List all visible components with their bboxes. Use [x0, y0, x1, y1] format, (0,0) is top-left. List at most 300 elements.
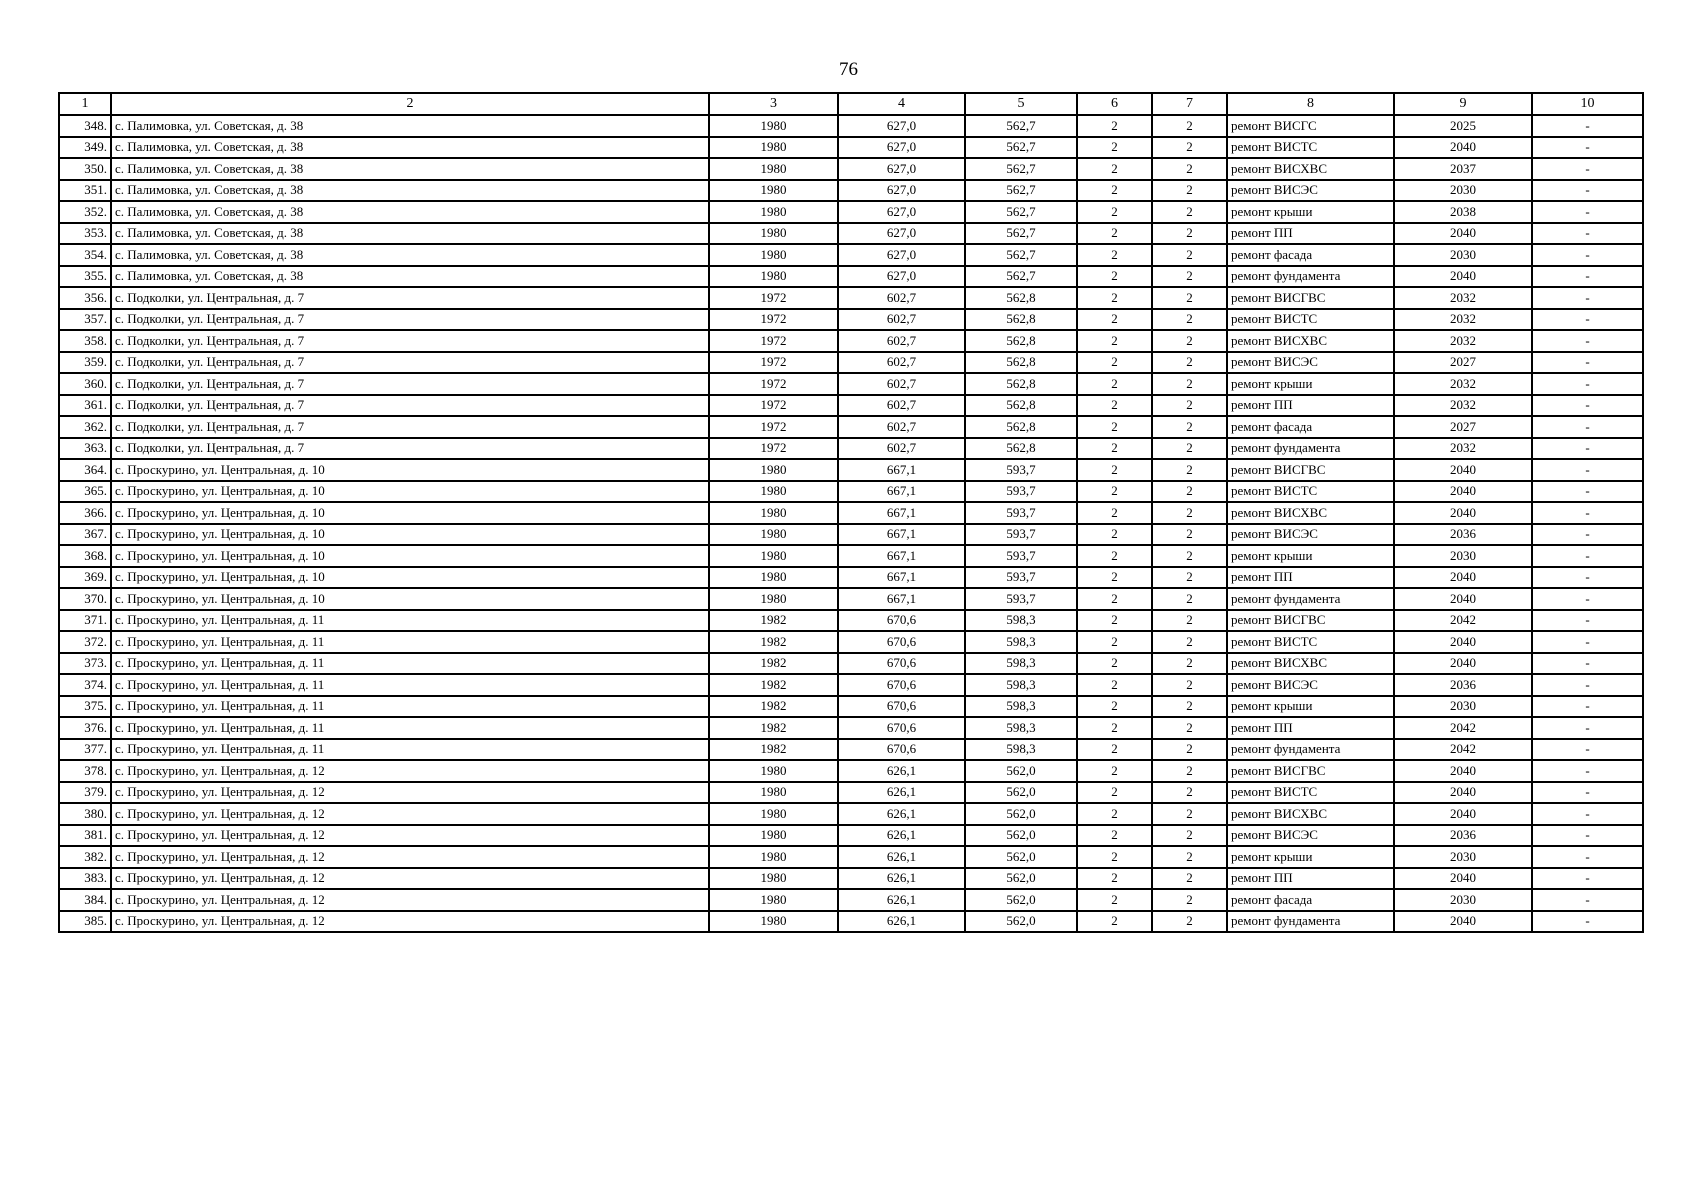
- page-number: 76: [839, 59, 858, 80]
- table-row: [59, 825, 1643, 847]
- address-cell: с. Палимовка, ул. Советская, д. 38: [111, 115, 709, 137]
- address-cell: с. Проскурино, ул. Центральная, д. 10: [111, 588, 709, 610]
- total-area-cell: 602,7: [838, 395, 965, 417]
- planned-year-cell: 2030: [1394, 846, 1532, 868]
- floors-cell: 2: [1077, 889, 1152, 911]
- work-type-cell: ремонт ВИСТС: [1227, 782, 1394, 804]
- address-cell: с. Проскурино, ул. Центральная, д. 10: [111, 459, 709, 481]
- table-row: [59, 438, 1643, 460]
- row-number: 376.: [59, 717, 111, 739]
- table-row: [59, 395, 1643, 417]
- work-type-cell: ремонт фасада: [1227, 416, 1394, 438]
- table-row: [59, 717, 1643, 739]
- table-row: [59, 502, 1643, 524]
- planned-year-cell: 2040: [1394, 502, 1532, 524]
- column-header: 7: [1152, 93, 1227, 115]
- note-cell: -: [1532, 373, 1643, 395]
- note-cell: -: [1532, 287, 1643, 309]
- planned-year-cell: 2032: [1394, 330, 1532, 352]
- address-cell: с. Проскурино, ул. Центральная, д. 11: [111, 739, 709, 761]
- column-header: 5: [965, 93, 1077, 115]
- floors-cell: 2: [1077, 481, 1152, 503]
- work-type-cell: ремонт ВИСХВС: [1227, 158, 1394, 180]
- planned-year-cell: 2032: [1394, 309, 1532, 331]
- column-header: 9: [1394, 93, 1532, 115]
- address-cell: с. Проскурино, ул. Центральная, д. 10: [111, 502, 709, 524]
- year-cell: 1972: [709, 330, 838, 352]
- total-area-cell: 627,0: [838, 158, 965, 180]
- note-cell: -: [1532, 803, 1643, 825]
- planned-year-cell: 2032: [1394, 438, 1532, 460]
- work-type-cell: ремонт ВИСГВС: [1227, 287, 1394, 309]
- floors-cell: 2: [1077, 803, 1152, 825]
- address-cell: с. Палимовка, ул. Советская, д. 38: [111, 201, 709, 223]
- floors-cell: 2: [1077, 201, 1152, 223]
- entrances-cell: 2: [1152, 674, 1227, 696]
- note-cell: -: [1532, 395, 1643, 417]
- row-number: 352.: [59, 201, 111, 223]
- entrances-cell: 2: [1152, 631, 1227, 653]
- note-cell: -: [1532, 588, 1643, 610]
- living-area-cell: 598,3: [965, 739, 1077, 761]
- total-area-cell: 626,1: [838, 846, 965, 868]
- floors-cell: 2: [1077, 309, 1152, 331]
- row-number: 353.: [59, 223, 111, 245]
- year-cell: 1980: [709, 266, 838, 288]
- total-area-cell: 627,0: [838, 115, 965, 137]
- planned-year-cell: 2040: [1394, 481, 1532, 503]
- total-area-cell: 602,7: [838, 416, 965, 438]
- work-type-cell: ремонт ВИСТС: [1227, 481, 1394, 503]
- entrances-cell: 2: [1152, 911, 1227, 933]
- address-cell: с. Проскурино, ул. Центральная, д. 11: [111, 653, 709, 675]
- table-row: [59, 201, 1643, 223]
- living-area-cell: 562,8: [965, 438, 1077, 460]
- floors-cell: 2: [1077, 287, 1152, 309]
- living-area-cell: 593,7: [965, 567, 1077, 589]
- row-number: 371.: [59, 610, 111, 632]
- note-cell: -: [1532, 330, 1643, 352]
- entrances-cell: 2: [1152, 438, 1227, 460]
- note-cell: -: [1532, 524, 1643, 546]
- living-area-cell: 562,7: [965, 201, 1077, 223]
- planned-year-cell: 2042: [1394, 739, 1532, 761]
- living-area-cell: 562,7: [965, 266, 1077, 288]
- address-cell: с. Подколки, ул. Центральная, д. 7: [111, 395, 709, 417]
- column-header: 2: [111, 93, 709, 115]
- table-row: [59, 567, 1643, 589]
- floors-cell: 2: [1077, 223, 1152, 245]
- living-area-cell: 562,7: [965, 115, 1077, 137]
- total-area-cell: 667,1: [838, 545, 965, 567]
- work-type-cell: ремонт ВИСГВС: [1227, 610, 1394, 632]
- note-cell: -: [1532, 696, 1643, 718]
- floors-cell: 2: [1077, 674, 1152, 696]
- planned-year-cell: 2042: [1394, 717, 1532, 739]
- floors-cell: 2: [1077, 567, 1152, 589]
- living-area-cell: 562,8: [965, 416, 1077, 438]
- living-area-cell: 593,7: [965, 588, 1077, 610]
- year-cell: 1972: [709, 287, 838, 309]
- total-area-cell: 627,0: [838, 201, 965, 223]
- living-area-cell: 562,8: [965, 330, 1077, 352]
- entrances-cell: 2: [1152, 416, 1227, 438]
- note-cell: -: [1532, 158, 1643, 180]
- address-cell: с. Проскурино, ул. Центральная, д. 10: [111, 545, 709, 567]
- entrances-cell: 2: [1152, 244, 1227, 266]
- floors-cell: 2: [1077, 868, 1152, 890]
- planned-year-cell: 2040: [1394, 868, 1532, 890]
- planned-year-cell: 2040: [1394, 137, 1532, 159]
- work-type-cell: ремонт ВИСГВС: [1227, 760, 1394, 782]
- floors-cell: 2: [1077, 825, 1152, 847]
- floors-cell: 2: [1077, 610, 1152, 632]
- entrances-cell: 2: [1152, 610, 1227, 632]
- total-area-cell: 626,1: [838, 803, 965, 825]
- living-area-cell: 593,7: [965, 502, 1077, 524]
- table-row: [59, 180, 1643, 202]
- table-row: [59, 588, 1643, 610]
- year-cell: 1980: [709, 825, 838, 847]
- row-number: 349.: [59, 137, 111, 159]
- note-cell: -: [1532, 459, 1643, 481]
- address-cell: с. Подколки, ул. Центральная, д. 7: [111, 352, 709, 374]
- table-row: [59, 631, 1643, 653]
- total-area-cell: 667,1: [838, 502, 965, 524]
- note-cell: -: [1532, 825, 1643, 847]
- year-cell: 1980: [709, 158, 838, 180]
- year-cell: 1980: [709, 137, 838, 159]
- entrances-cell: 2: [1152, 868, 1227, 890]
- floors-cell: 2: [1077, 653, 1152, 675]
- living-area-cell: 598,3: [965, 631, 1077, 653]
- note-cell: -: [1532, 631, 1643, 653]
- living-area-cell: 562,8: [965, 352, 1077, 374]
- row-number: 354.: [59, 244, 111, 266]
- floors-cell: 2: [1077, 115, 1152, 137]
- entrances-cell: 2: [1152, 653, 1227, 675]
- address-cell: с. Проскурино, ул. Центральная, д. 10: [111, 567, 709, 589]
- address-cell: с. Проскурино, ул. Центральная, д. 11: [111, 674, 709, 696]
- living-area-cell: 598,3: [965, 717, 1077, 739]
- note-cell: -: [1532, 545, 1643, 567]
- living-area-cell: 562,7: [965, 158, 1077, 180]
- entrances-cell: 2: [1152, 266, 1227, 288]
- work-type-cell: ремонт ВИСГВС: [1227, 459, 1394, 481]
- total-area-cell: 667,1: [838, 567, 965, 589]
- year-cell: 1982: [709, 739, 838, 761]
- total-area-cell: 602,7: [838, 373, 965, 395]
- planned-year-cell: 2030: [1394, 180, 1532, 202]
- planned-year-cell: 2036: [1394, 674, 1532, 696]
- row-number: 348.: [59, 115, 111, 137]
- row-number: 364.: [59, 459, 111, 481]
- table-row: [59, 610, 1643, 632]
- table-row: [59, 223, 1643, 245]
- living-area-cell: 593,7: [965, 481, 1077, 503]
- planned-year-cell: 2032: [1394, 373, 1532, 395]
- address-cell: с. Подколки, ул. Центральная, д. 7: [111, 373, 709, 395]
- planned-year-cell: 2040: [1394, 631, 1532, 653]
- row-number: 381.: [59, 825, 111, 847]
- note-cell: -: [1532, 653, 1643, 675]
- planned-year-cell: 2025: [1394, 115, 1532, 137]
- year-cell: 1972: [709, 352, 838, 374]
- year-cell: 1982: [709, 631, 838, 653]
- total-area-cell: 670,6: [838, 717, 965, 739]
- planned-year-cell: 2040: [1394, 588, 1532, 610]
- row-number: 375.: [59, 696, 111, 718]
- total-area-cell: 627,0: [838, 180, 965, 202]
- work-type-cell: ремонт крыши: [1227, 545, 1394, 567]
- address-cell: с. Палимовка, ул. Советская, д. 38: [111, 266, 709, 288]
- note-cell: -: [1532, 502, 1643, 524]
- entrances-cell: 2: [1152, 115, 1227, 137]
- address-cell: с. Проскурино, ул. Центральная, д. 12: [111, 803, 709, 825]
- table-row: [59, 309, 1643, 331]
- address-cell: с. Проскурино, ул. Центральная, д. 12: [111, 911, 709, 933]
- living-area-cell: 593,7: [965, 524, 1077, 546]
- row-number: 373.: [59, 653, 111, 675]
- year-cell: 1972: [709, 309, 838, 331]
- total-area-cell: 602,7: [838, 438, 965, 460]
- year-cell: 1980: [709, 782, 838, 804]
- living-area-cell: 598,3: [965, 674, 1077, 696]
- address-cell: с. Подколки, ул. Центральная, д. 7: [111, 309, 709, 331]
- total-area-cell: 626,1: [838, 889, 965, 911]
- planned-year-cell: 2040: [1394, 782, 1532, 804]
- work-type-cell: ремонт ВИСЭС: [1227, 825, 1394, 847]
- table-row: [59, 739, 1643, 761]
- work-type-cell: ремонт ПП: [1227, 567, 1394, 589]
- work-type-cell: ремонт ПП: [1227, 868, 1394, 890]
- table-body: [59, 115, 1643, 932]
- work-type-cell: ремонт крыши: [1227, 373, 1394, 395]
- work-type-cell: ремонт ВИСХВС: [1227, 330, 1394, 352]
- year-cell: 1980: [709, 180, 838, 202]
- table-row: [59, 868, 1643, 890]
- planned-year-cell: 2032: [1394, 287, 1532, 309]
- total-area-cell: 670,6: [838, 739, 965, 761]
- entrances-cell: 2: [1152, 352, 1227, 374]
- year-cell: 1982: [709, 717, 838, 739]
- note-cell: -: [1532, 610, 1643, 632]
- planned-year-cell: 2040: [1394, 911, 1532, 933]
- entrances-cell: 2: [1152, 502, 1227, 524]
- row-number: 350.: [59, 158, 111, 180]
- living-area-cell: 562,0: [965, 825, 1077, 847]
- row-number: 365.: [59, 481, 111, 503]
- year-cell: 1982: [709, 674, 838, 696]
- year-cell: 1982: [709, 696, 838, 718]
- living-area-cell: 593,7: [965, 459, 1077, 481]
- address-cell: с. Палимовка, ул. Советская, д. 38: [111, 180, 709, 202]
- floors-cell: 2: [1077, 545, 1152, 567]
- planned-year-cell: 2037: [1394, 158, 1532, 180]
- table-row: [59, 287, 1643, 309]
- table-row: [59, 137, 1643, 159]
- note-cell: -: [1532, 180, 1643, 202]
- row-number: 361.: [59, 395, 111, 417]
- capital-repair-table: [58, 92, 1644, 933]
- note-cell: -: [1532, 911, 1643, 933]
- floors-cell: 2: [1077, 180, 1152, 202]
- floors-cell: 2: [1077, 631, 1152, 653]
- address-cell: с. Проскурино, ул. Центральная, д. 10: [111, 481, 709, 503]
- note-cell: -: [1532, 223, 1643, 245]
- total-area-cell: 667,1: [838, 459, 965, 481]
- total-area-cell: 602,7: [838, 309, 965, 331]
- floors-cell: 2: [1077, 717, 1152, 739]
- note-cell: -: [1532, 137, 1643, 159]
- living-area-cell: 562,0: [965, 889, 1077, 911]
- row-number: 363.: [59, 438, 111, 460]
- note-cell: -: [1532, 717, 1643, 739]
- entrances-cell: 2: [1152, 782, 1227, 804]
- floors-cell: 2: [1077, 846, 1152, 868]
- address-cell: с. Проскурино, ул. Центральная, д. 11: [111, 631, 709, 653]
- floors-cell: 2: [1077, 137, 1152, 159]
- entrances-cell: 2: [1152, 459, 1227, 481]
- note-cell: -: [1532, 481, 1643, 503]
- row-number: 382.: [59, 846, 111, 868]
- floors-cell: 2: [1077, 416, 1152, 438]
- entrances-cell: 2: [1152, 567, 1227, 589]
- address-cell: с. Подколки, ул. Центральная, д. 7: [111, 330, 709, 352]
- note-cell: -: [1532, 567, 1643, 589]
- work-type-cell: ремонт крыши: [1227, 846, 1394, 868]
- total-area-cell: 670,6: [838, 631, 965, 653]
- column-header: 10: [1532, 93, 1643, 115]
- total-area-cell: 670,6: [838, 610, 965, 632]
- living-area-cell: 593,7: [965, 545, 1077, 567]
- table-row: [59, 524, 1643, 546]
- year-cell: 1980: [709, 244, 838, 266]
- floors-cell: 2: [1077, 524, 1152, 546]
- work-type-cell: ремонт ВИСЭС: [1227, 674, 1394, 696]
- planned-year-cell: 2027: [1394, 352, 1532, 374]
- work-type-cell: ремонт ВИСХВС: [1227, 653, 1394, 675]
- entrances-cell: 2: [1152, 717, 1227, 739]
- planned-year-cell: 2036: [1394, 825, 1532, 847]
- work-type-cell: ремонт ВИСЭС: [1227, 524, 1394, 546]
- entrances-cell: 2: [1152, 158, 1227, 180]
- entrances-cell: 2: [1152, 137, 1227, 159]
- planned-year-cell: 2030: [1394, 696, 1532, 718]
- table-row: [59, 416, 1643, 438]
- floors-cell: 2: [1077, 244, 1152, 266]
- work-type-cell: ремонт ВИСТС: [1227, 309, 1394, 331]
- row-number: 368.: [59, 545, 111, 567]
- table-row: [59, 115, 1643, 137]
- address-cell: с. Проскурино, ул. Центральная, д. 10: [111, 524, 709, 546]
- entrances-cell: 2: [1152, 545, 1227, 567]
- entrances-cell: 2: [1152, 760, 1227, 782]
- floors-cell: 2: [1077, 330, 1152, 352]
- floors-cell: 2: [1077, 760, 1152, 782]
- floors-cell: 2: [1077, 459, 1152, 481]
- row-number: 366.: [59, 502, 111, 524]
- total-area-cell: 670,6: [838, 674, 965, 696]
- address-cell: с. Проскурино, ул. Центральная, д. 12: [111, 782, 709, 804]
- entrances-cell: 2: [1152, 309, 1227, 331]
- floors-cell: 2: [1077, 266, 1152, 288]
- work-type-cell: ремонт ВИСЭС: [1227, 352, 1394, 374]
- floors-cell: 2: [1077, 395, 1152, 417]
- address-cell: с. Проскурино, ул. Центральная, д. 11: [111, 610, 709, 632]
- floors-cell: 2: [1077, 352, 1152, 374]
- entrances-cell: 2: [1152, 846, 1227, 868]
- table-row: [59, 481, 1643, 503]
- address-cell: с. Палимовка, ул. Советская, д. 38: [111, 137, 709, 159]
- year-cell: 1980: [709, 803, 838, 825]
- total-area-cell: 627,0: [838, 244, 965, 266]
- table-row: [59, 373, 1643, 395]
- work-type-cell: ремонт ВИСТС: [1227, 137, 1394, 159]
- address-cell: с. Проскурино, ул. Центральная, д. 11: [111, 717, 709, 739]
- note-cell: -: [1532, 266, 1643, 288]
- note-cell: -: [1532, 739, 1643, 761]
- year-cell: 1980: [709, 502, 838, 524]
- work-type-cell: ремонт ВИСХВС: [1227, 803, 1394, 825]
- entrances-cell: 2: [1152, 373, 1227, 395]
- entrances-cell: 2: [1152, 223, 1227, 245]
- row-number: 359.: [59, 352, 111, 374]
- note-cell: -: [1532, 438, 1643, 460]
- address-cell: с. Палимовка, ул. Советская, д. 38: [111, 244, 709, 266]
- planned-year-cell: 2036: [1394, 524, 1532, 546]
- table-row: [59, 653, 1643, 675]
- row-number: 372.: [59, 631, 111, 653]
- work-type-cell: ремонт фундамента: [1227, 911, 1394, 933]
- row-number: 357.: [59, 309, 111, 331]
- year-cell: 1982: [709, 653, 838, 675]
- table-row: [59, 158, 1643, 180]
- entrances-cell: 2: [1152, 739, 1227, 761]
- row-number: 358.: [59, 330, 111, 352]
- note-cell: -: [1532, 352, 1643, 374]
- living-area-cell: 562,7: [965, 223, 1077, 245]
- table-row: [59, 352, 1643, 374]
- year-cell: 1982: [709, 610, 838, 632]
- note-cell: -: [1532, 244, 1643, 266]
- floors-cell: 2: [1077, 782, 1152, 804]
- row-number: 374.: [59, 674, 111, 696]
- living-area-cell: 598,3: [965, 696, 1077, 718]
- row-number: 383.: [59, 868, 111, 890]
- year-cell: 1972: [709, 373, 838, 395]
- total-area-cell: 602,7: [838, 287, 965, 309]
- note-cell: -: [1532, 889, 1643, 911]
- year-cell: 1980: [709, 760, 838, 782]
- living-area-cell: 562,8: [965, 373, 1077, 395]
- entrances-cell: 2: [1152, 524, 1227, 546]
- planned-year-cell: 2030: [1394, 889, 1532, 911]
- address-cell: с. Палимовка, ул. Советская, д. 38: [111, 223, 709, 245]
- work-type-cell: ремонт фасада: [1227, 889, 1394, 911]
- row-number: 384.: [59, 889, 111, 911]
- entrances-cell: 2: [1152, 588, 1227, 610]
- year-cell: 1972: [709, 416, 838, 438]
- total-area-cell: 626,1: [838, 782, 965, 804]
- floors-cell: 2: [1077, 158, 1152, 180]
- total-area-cell: 626,1: [838, 911, 965, 933]
- living-area-cell: 598,3: [965, 653, 1077, 675]
- address-cell: с. Проскурино, ул. Центральная, д. 12: [111, 868, 709, 890]
- entrances-cell: 2: [1152, 395, 1227, 417]
- table-row: [59, 674, 1643, 696]
- year-cell: 1980: [709, 889, 838, 911]
